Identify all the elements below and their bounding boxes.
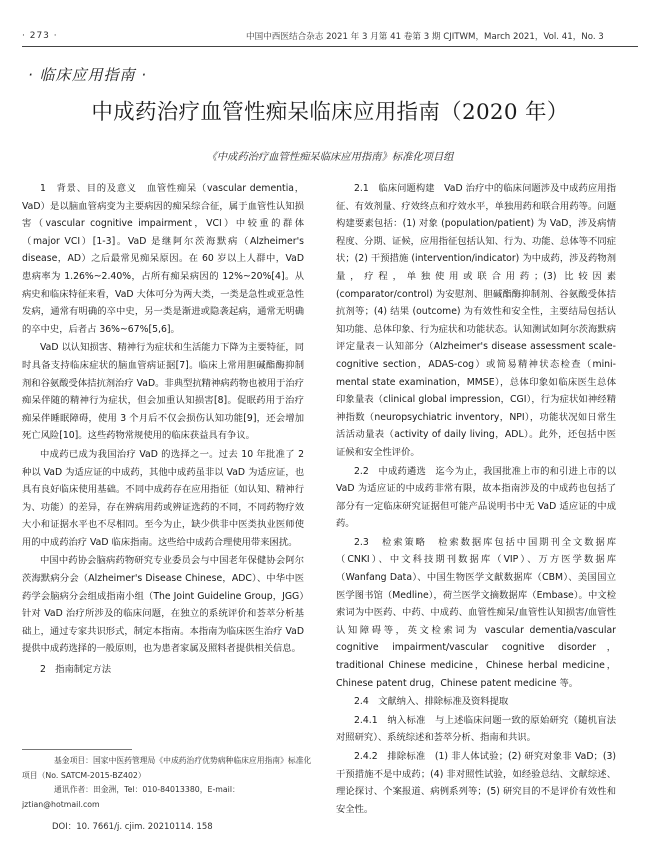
footnote-funding: 基金项目：国家中医药管理局《中成药治疗优势病种临床应用指南》标准化项目（No. SATCM-2015-BZ402）: [22, 756, 312, 780]
paragraph-guideline-group: 中国中药协会脑病药物研究专业委员会与中国老年保健协会阿尔茨海默病分会（Alzheimer's Disease Chinese，ADC）、中华中医药学会脑病分会组成指南小组（The Joint Guideline Group，JGG）针对 VaD 治疗所涉及的临床问题，在独立的系统评价和荟萃分析基础上，通过专家共识形式，制定本指南。本指南为临床医生治疗 VaD 提供中成药选择的一般原则，也为患者家属及照料者提供相关信息。: [22, 555, 304, 655]
footnote-rule: [22, 749, 132, 750]
footnote-corresponding-author: 通讯作者：田金洲，Tel：010-84013380，E-mail：jztian@hotmail.com: [22, 785, 240, 809]
section-heading-methods: 2 指南制定方法: [40, 664, 111, 676]
article-title: 中成药治疗血管性痴呆临床应用指南（2020 年）: [91, 100, 569, 125]
paragraph-drug-selection: 2.2 中成药遴选 迄今为止，我国批准上市的和引进上市的以 VaD 为适应证的中成药非常有限，故本指南涉及的中成药也包括了部分有一定临床研究证据但可能产品说明书中无 VaD 适应证的中成药。: [336, 465, 616, 530]
paragraph-exclusion-criteria: 2.4.2 排除标准 (1) 非人体试验；(2) 研究对象非 VaD；(3) 干预措施不是中成药；(4) 非对照性试验，如经验总结、文献综述、理论探讨、个案报道、病例系列等；(5) 研究目的不是评价有效性和安全性。: [336, 751, 616, 815]
paragraph-search-strategy: 2.3 检索策略 检索数据库包括中国期刊全文数据库（CNKI）、中文科技期刊数据库（VIP）、万方医学数据库（Wanfang Data）、中国生物医学文献数据库（CBM）、美国国立医学图书馆（Medline），荷兰医学文摘数据库（Embase）。中文检索词为中医药、中药、中成药、血管性痴呆/血管性认知损害/血管性认知障碍等，英文检索词为 vascular dementia/vascular cognitive impairment/vascular cognitive disorder，traditional Chinese medicine，Chinese herbal medicine，Chinese patent drug，Chinese patent medicine 等。: [336, 536, 616, 689]
right-column: [336, 180, 616, 819]
paragraph-vad-features: VaD 以认知损害、精神行为症状和生活能力下降为主要特征，同时具备支持临床症状的脑血管病证据[7]。临床上常用胆碱酯酶抑制剂和谷氨酸受体拮抗剂治疗 VaD。非典型抗精神病药物也被用于治疗痴呆伴随的精神行为症状，但会加重认知损害[8]。促眠药用于治疗痴呆伴睡眠障碍，使用 3 个月后不仅会损伤认知功能[9]，还会增加死亡风险[10]。这些药物常规使用的临床获益具有争议。: [22, 342, 304, 442]
journal-header: 中国中西医结合杂志 2021 年 3 月第 41 卷第 3 期 CJITWM，March 2021，Vol. 41，No. 3: [246, 32, 604, 42]
doi: DOI：10. 7661/j. cjim. 20210114. 158: [52, 822, 213, 832]
article-author-group: 《中成药治疗血管性痴呆临床应用指南》标准化项目组: [206, 151, 454, 163]
section-heading-inclusion: 2.4 文献纳入、排除标准及资料提取: [354, 696, 509, 708]
header-rule: [22, 46, 638, 47]
paragraph-chinese-medicine: 中成药已成为我国治疗 VaD 的选择之一。过去 10 年批准了 2 种以 VaD 为适应证的中成药，其他中成药虽非以 VaD 为适应证，也具有良好临床使用基础。不同中成药存在应用指征（如认知、精神行为、功能）的差异，存在辨病用药或辨证选药的不同，不同药物疗效大小和证据水平也不尽相同。至今为止，缺少供非中医类执业医师使用的中成药治疗 VaD 临床指南。这些给中成药合理使用带来困扰。: [22, 448, 304, 548]
left-column: [22, 180, 304, 680]
paragraph-inclusion-criteria: 2.4.1 纳入标准 与上述临床问题一致的原始研究（随机盲法对照研究）、系统综述和荟萃分析、指南和共识。: [336, 714, 616, 744]
footnotes: [22, 754, 312, 812]
section-tag: · 临床应用指南 ·: [28, 66, 148, 84]
page-number: · 273 ·: [22, 31, 58, 41]
paragraph-clinical-questions: 2.1 临床问题构建 VaD 治疗中的临床问题涉及中成药应用指征、有效剂量、疗效终点和疗效水平，单独用药和联合用药等。问题构建要素包括：(1) 对象 (population/patient) 为 VaD，涉及病情程度、分期、证候，应用指征包括认知、行为、功能、总体等不同症状；(2) 干预措施 (intervention/indicator) 为中成药，涉及药物剂量，疗程，单独使用或联合用药；(3) 比较因素 (comparator/control) 为安慰剂、胆碱酯酶抑制剂、谷氨酸受体拮抗剂等；(4) 结果 (outcome) 为有效性和安全性，主要结局包括认知功能、总体印象、行为症状和功能状态。认知测试如阿尔茨海默病评定量表－认知部分（Alzheimer's disease assessment scale-cognitive section，ADAS-cog）或简易精神状态检查（mini-mental state examination，MMSE），总体印象如临床医生总体印象量表（clinical global impression，CGI），行为症状如神经精神指数（neuropsychiatric inventory，NPI），功能状况如日常生活活动量表（activity of daily living，ADL）。此外，还包括中医证候和安全性评价。: [336, 183, 616, 458]
paragraph-background: 1 背景、目的及意义 血管性痴呆（vascular dementia，VaD）是以脑血管病变为主要病因的痴呆综合征，属于血管性认知损害（vascular cognitive impairment，VCI）中较重的群体（major VCI）[1-3]。VaD 是继阿尔茨海默病（Alzheimer's disease，AD）之后最常见痴呆原因。在 60 岁以上人群中，VaD 患病率为 1.26%~2.40%，占所有痴呆病因的 12%~20%[4]。从病史和临床特征来看，VaD 大体可分为两大类，一类是急性或亚急性发病，通常有明确的卒中史，另一类是渐进或隐袭起病，通常无明确的卒中史，后者占 36%~67%[5,6]。: [22, 183, 304, 335]
